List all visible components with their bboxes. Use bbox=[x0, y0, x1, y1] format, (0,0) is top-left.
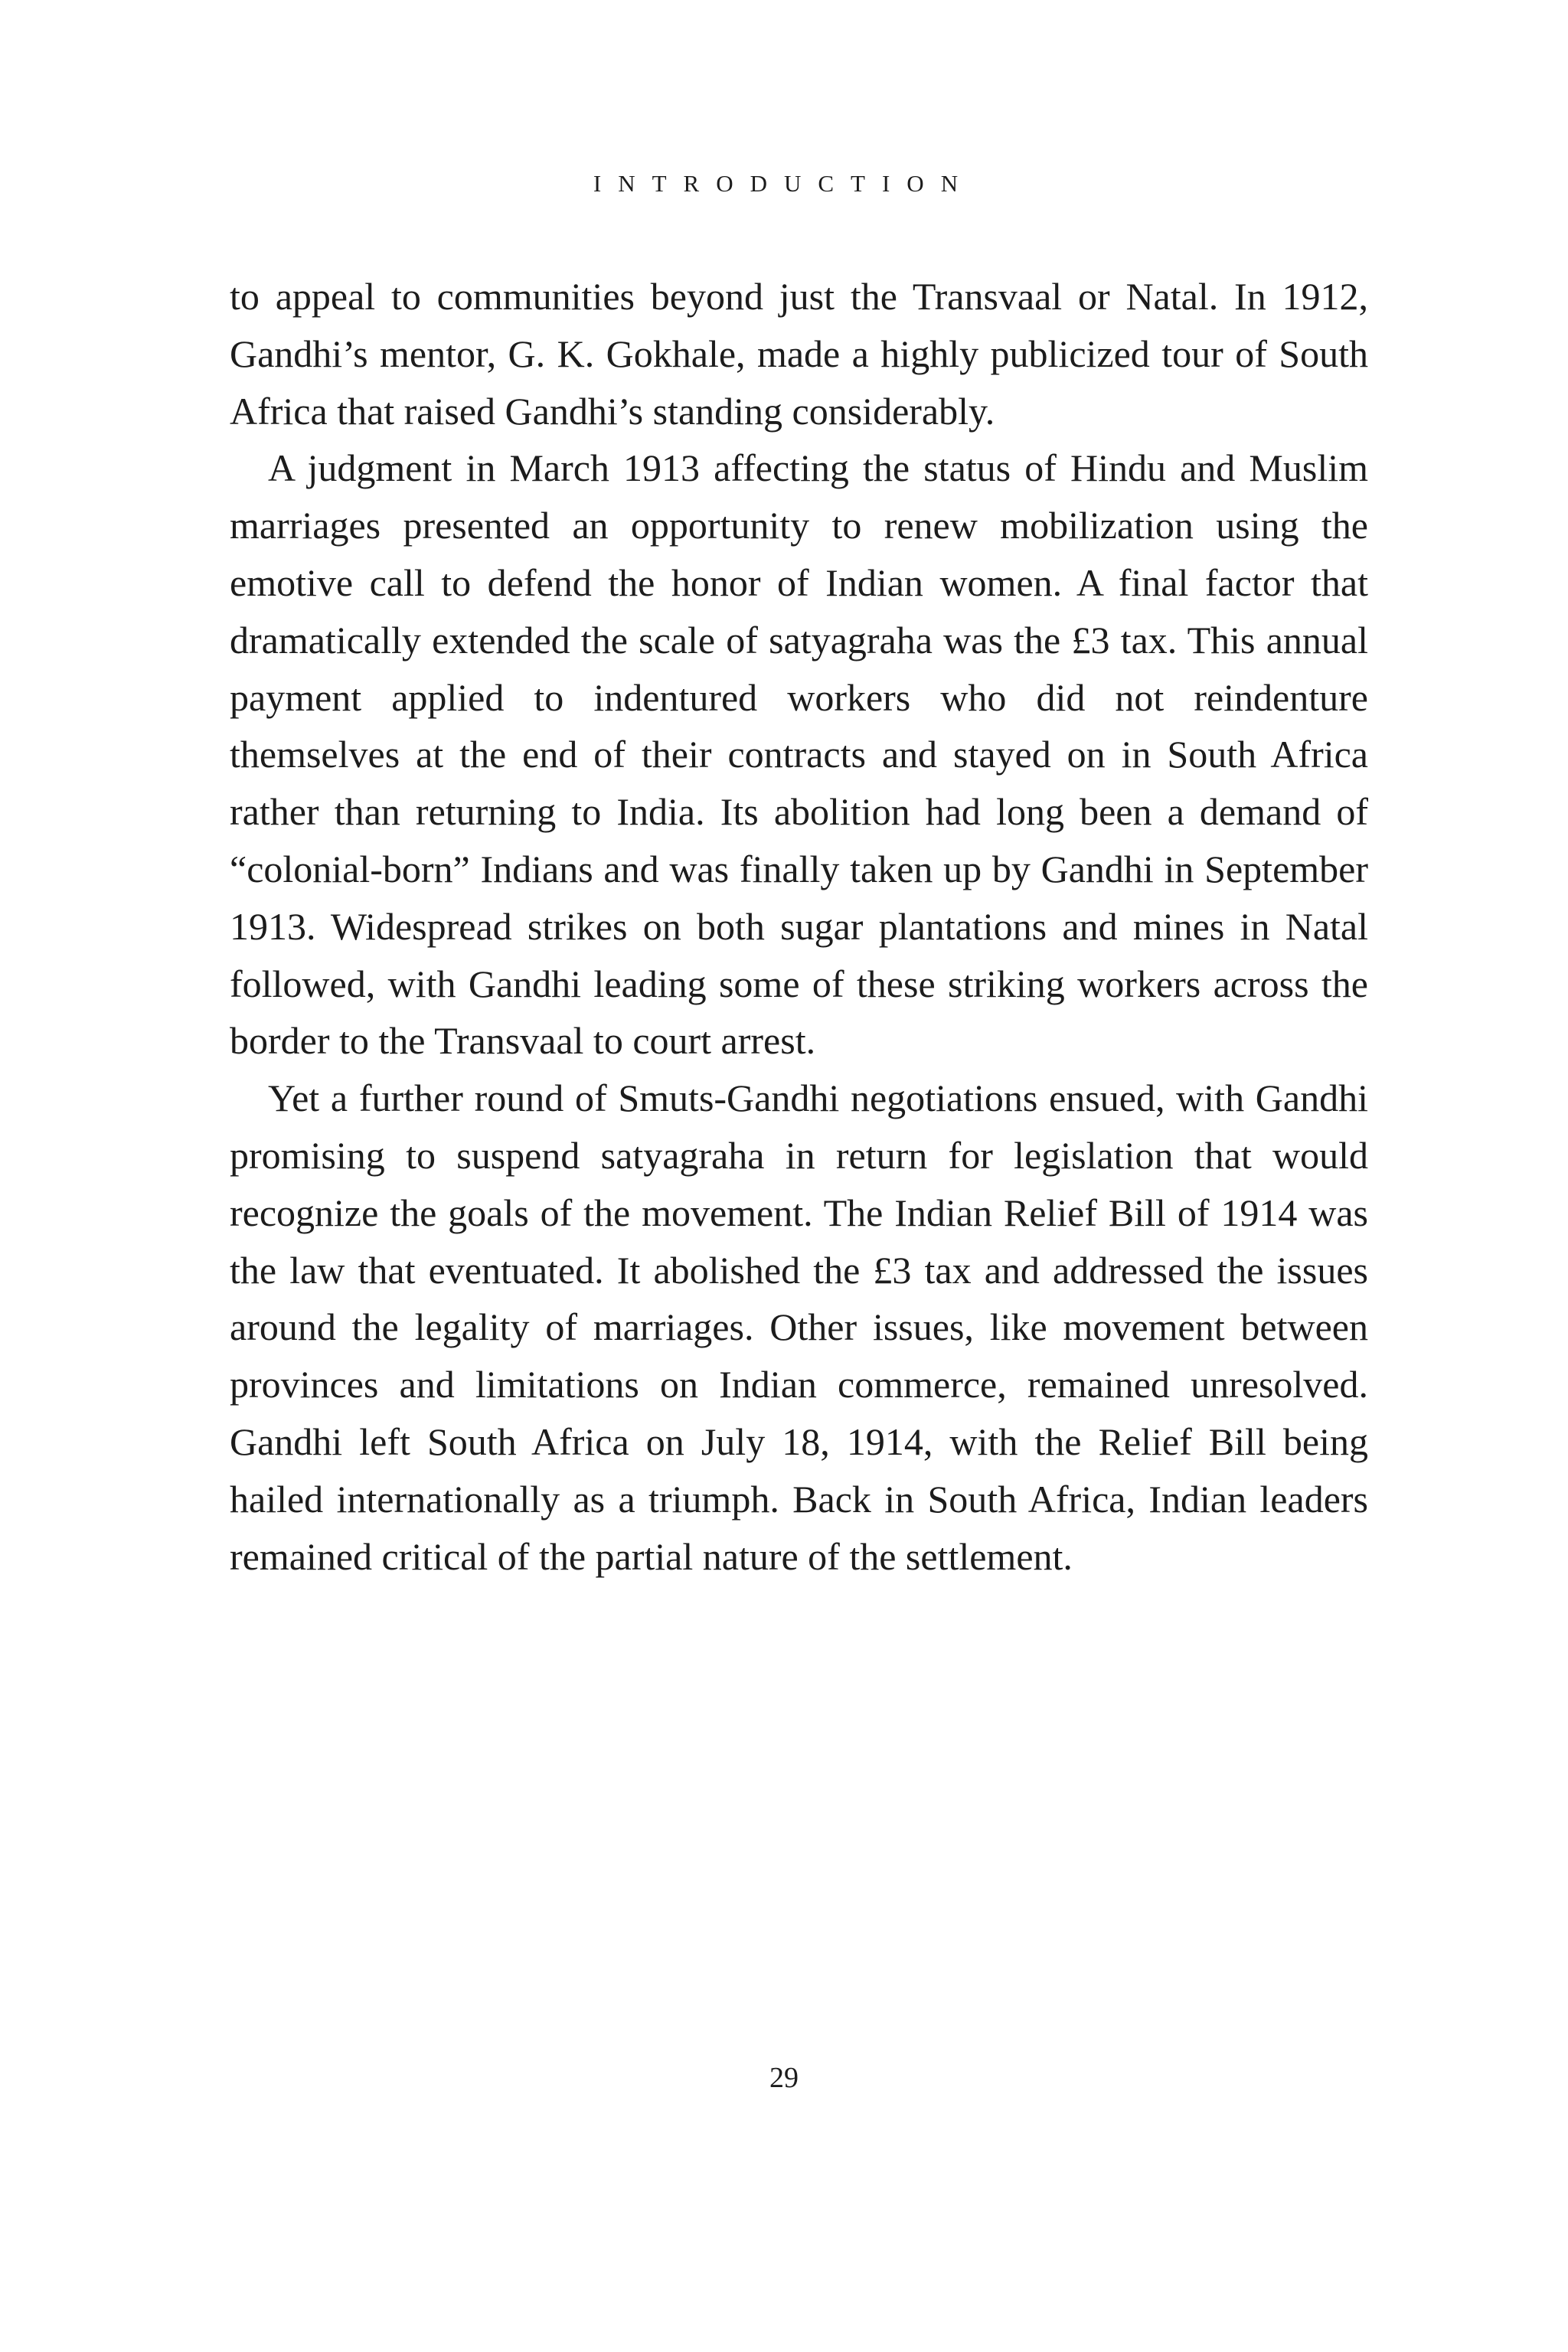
paragraph-continuation: to appeal to communities beyond just the Transvaal or Natal. In 1912, Gandhi’s mentor, G. K. Gokhale, made a highly publicized tour of South Africa that raised Gandhi’s standing considerably. bbox=[230, 275, 1368, 433]
running-head: INTRODUCTION bbox=[593, 170, 975, 197]
paragraph-marriage-judgment: A judgment in March 1913 affecting the status of Hindu and Muslim marriages presented an opportunity to renew mobilization using the emotive call to defend the honor of Indian women. A final factor that dramatically extended the scale of satyagraha was the £3 tax. This annual payment applied to indentured workers who did not reindenture themselves at the end of their contracts and stayed on in South Africa rather than returning to India. Its abolition had long been a demand of “colonial-born” Indians and was finally taken up by Gandhi in September 1913. Widespread strikes on both sugar plantations and mines in Natal followed, with Gandhi leading some of these striking workers across the border to the Transvaal to court arrest. bbox=[230, 446, 1368, 1063]
paragraph-relief-bill: Yet a further round of Smuts-Gandhi negotiations ensued, with Gandhi promising to suspend satyagraha in return for legislation that would recognize the goals of the movement. The Indian Relief Bill of 1914 was the law that eventuated. It abolished the £3 tax and addressed the issues around the legality of marriages. Other issues, like movement between provinces and limitations on Indian commerce, remained unresolved. Gandhi left South Africa on July 18, 1914, with the Relief Bill being hailed internationally as a triumph. Back in South Africa, Indian leaders remained critical of the partial nature of the settlement. bbox=[230, 1076, 1368, 1578]
body-text bbox=[230, 268, 1368, 1585]
page-number: 29 bbox=[769, 2062, 799, 2094]
